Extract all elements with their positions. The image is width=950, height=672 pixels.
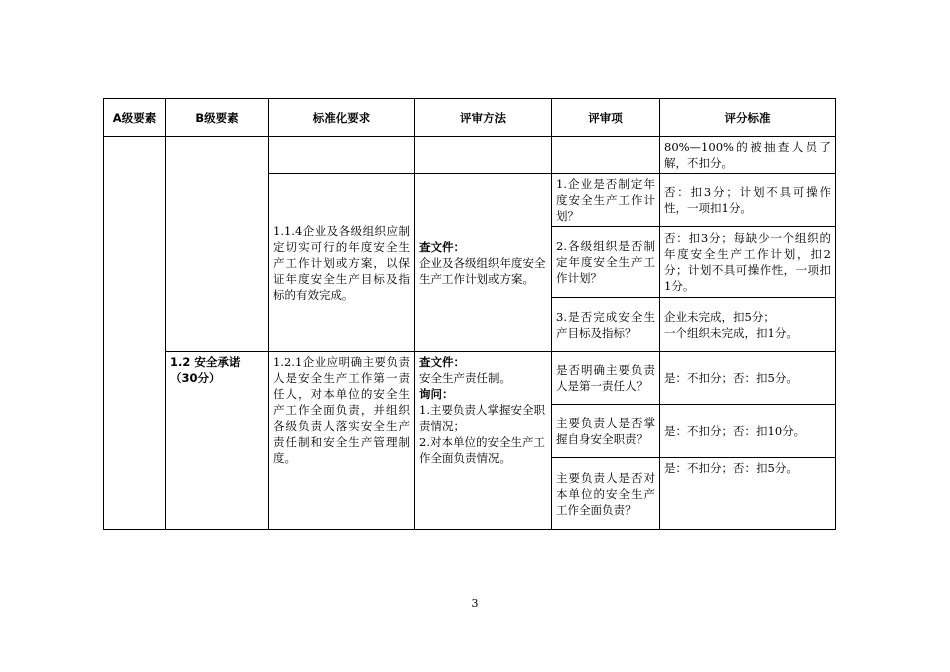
requirement-cell: 1.2.1企业应明确主要负责人是安全生产工作第一责任人，对本单位的安全生产工作全面负责，并组织各级负责人落实安全生产责任制和安全生产管理制度。 [269,352,415,530]
score-cell: 是：不扣分；否：扣5分。 [660,458,836,530]
b-element-cell-continued [166,137,269,352]
table-row [104,352,836,405]
b-element-cell: 1.2 安全承诺（30分） [166,352,269,530]
standards-table [103,98,836,530]
method-label: 询问： [419,387,454,401]
score-line: 企业未完成，扣5分； [664,309,775,324]
item-cell-empty [552,137,660,174]
header-review-item: 评审项 [552,99,660,137]
table-row [104,137,836,174]
a-element-cell [104,137,166,530]
review-item-cell: 1.企业是否制定年度安全生产工作计划？ [552,174,660,227]
review-item-cell: 3.是否完成安全生产目标及指标？ [552,298,660,352]
page-number: 3 [471,597,479,610]
header-requirement: 标准化要求 [269,99,415,137]
score-cell: 否：扣3分；每缺少一个组织的年度安全生产工作计划，扣2分；计划不具可操作性，一项扣1分。 [660,227,836,298]
requirement-cell-empty [269,137,415,174]
score-cell [660,298,836,352]
requirement-cell: 1.1.4企业及各级组织应制定切实可行的年度安全生产工作计划或方案，以保证年度安全生产目标及指标的有效完成。 [269,174,415,352]
score-cell: 80%—100%的被抽查人员了解，不扣分。 [660,137,836,174]
review-item-cell: 主要负责人是否对本单位的安全生产工作全面负责？ [552,458,660,530]
header-scoring-standard: 评分标准 [660,99,836,137]
review-item-cell: 2.各级组织是否制定年度安全生产工作计划？ [552,227,660,298]
review-item-cell: 是否明确主要负责人是第一责任人？ [552,352,660,405]
header-a-element: A级要素 [104,99,166,137]
review-item-cell: 主要负责人是否掌握自身安全职责？ [552,405,660,458]
method-label: 查文件： [419,239,465,254]
score-cell: 否：扣3分；计划不具可操作性，一项扣1分。 [660,174,836,227]
score-line: 一个组织未完成，扣1分。 [664,325,798,340]
header-b-element: B级要素 [166,99,269,137]
method-text: 安全生产责任制。 [419,371,511,385]
method-cell [415,174,552,352]
header-review-method: 评审方法 [415,99,552,137]
score-cell: 是：不扣分；否：扣5分。 [660,352,836,405]
method-text: 1.主要负责人掌握安全职责情况； [419,403,545,433]
table-header-row [104,99,836,137]
score-cell: 是：不扣分；否：扣10分。 [660,405,836,458]
method-cell [415,352,552,530]
method-cell-empty [415,137,552,174]
method-text: 2.对本单位的安全生产工作全面负责情况。 [419,435,545,465]
method-text: 企业及各级组织年度安全生产工作计划或方案。 [419,255,546,286]
method-label: 查文件： [419,355,465,369]
